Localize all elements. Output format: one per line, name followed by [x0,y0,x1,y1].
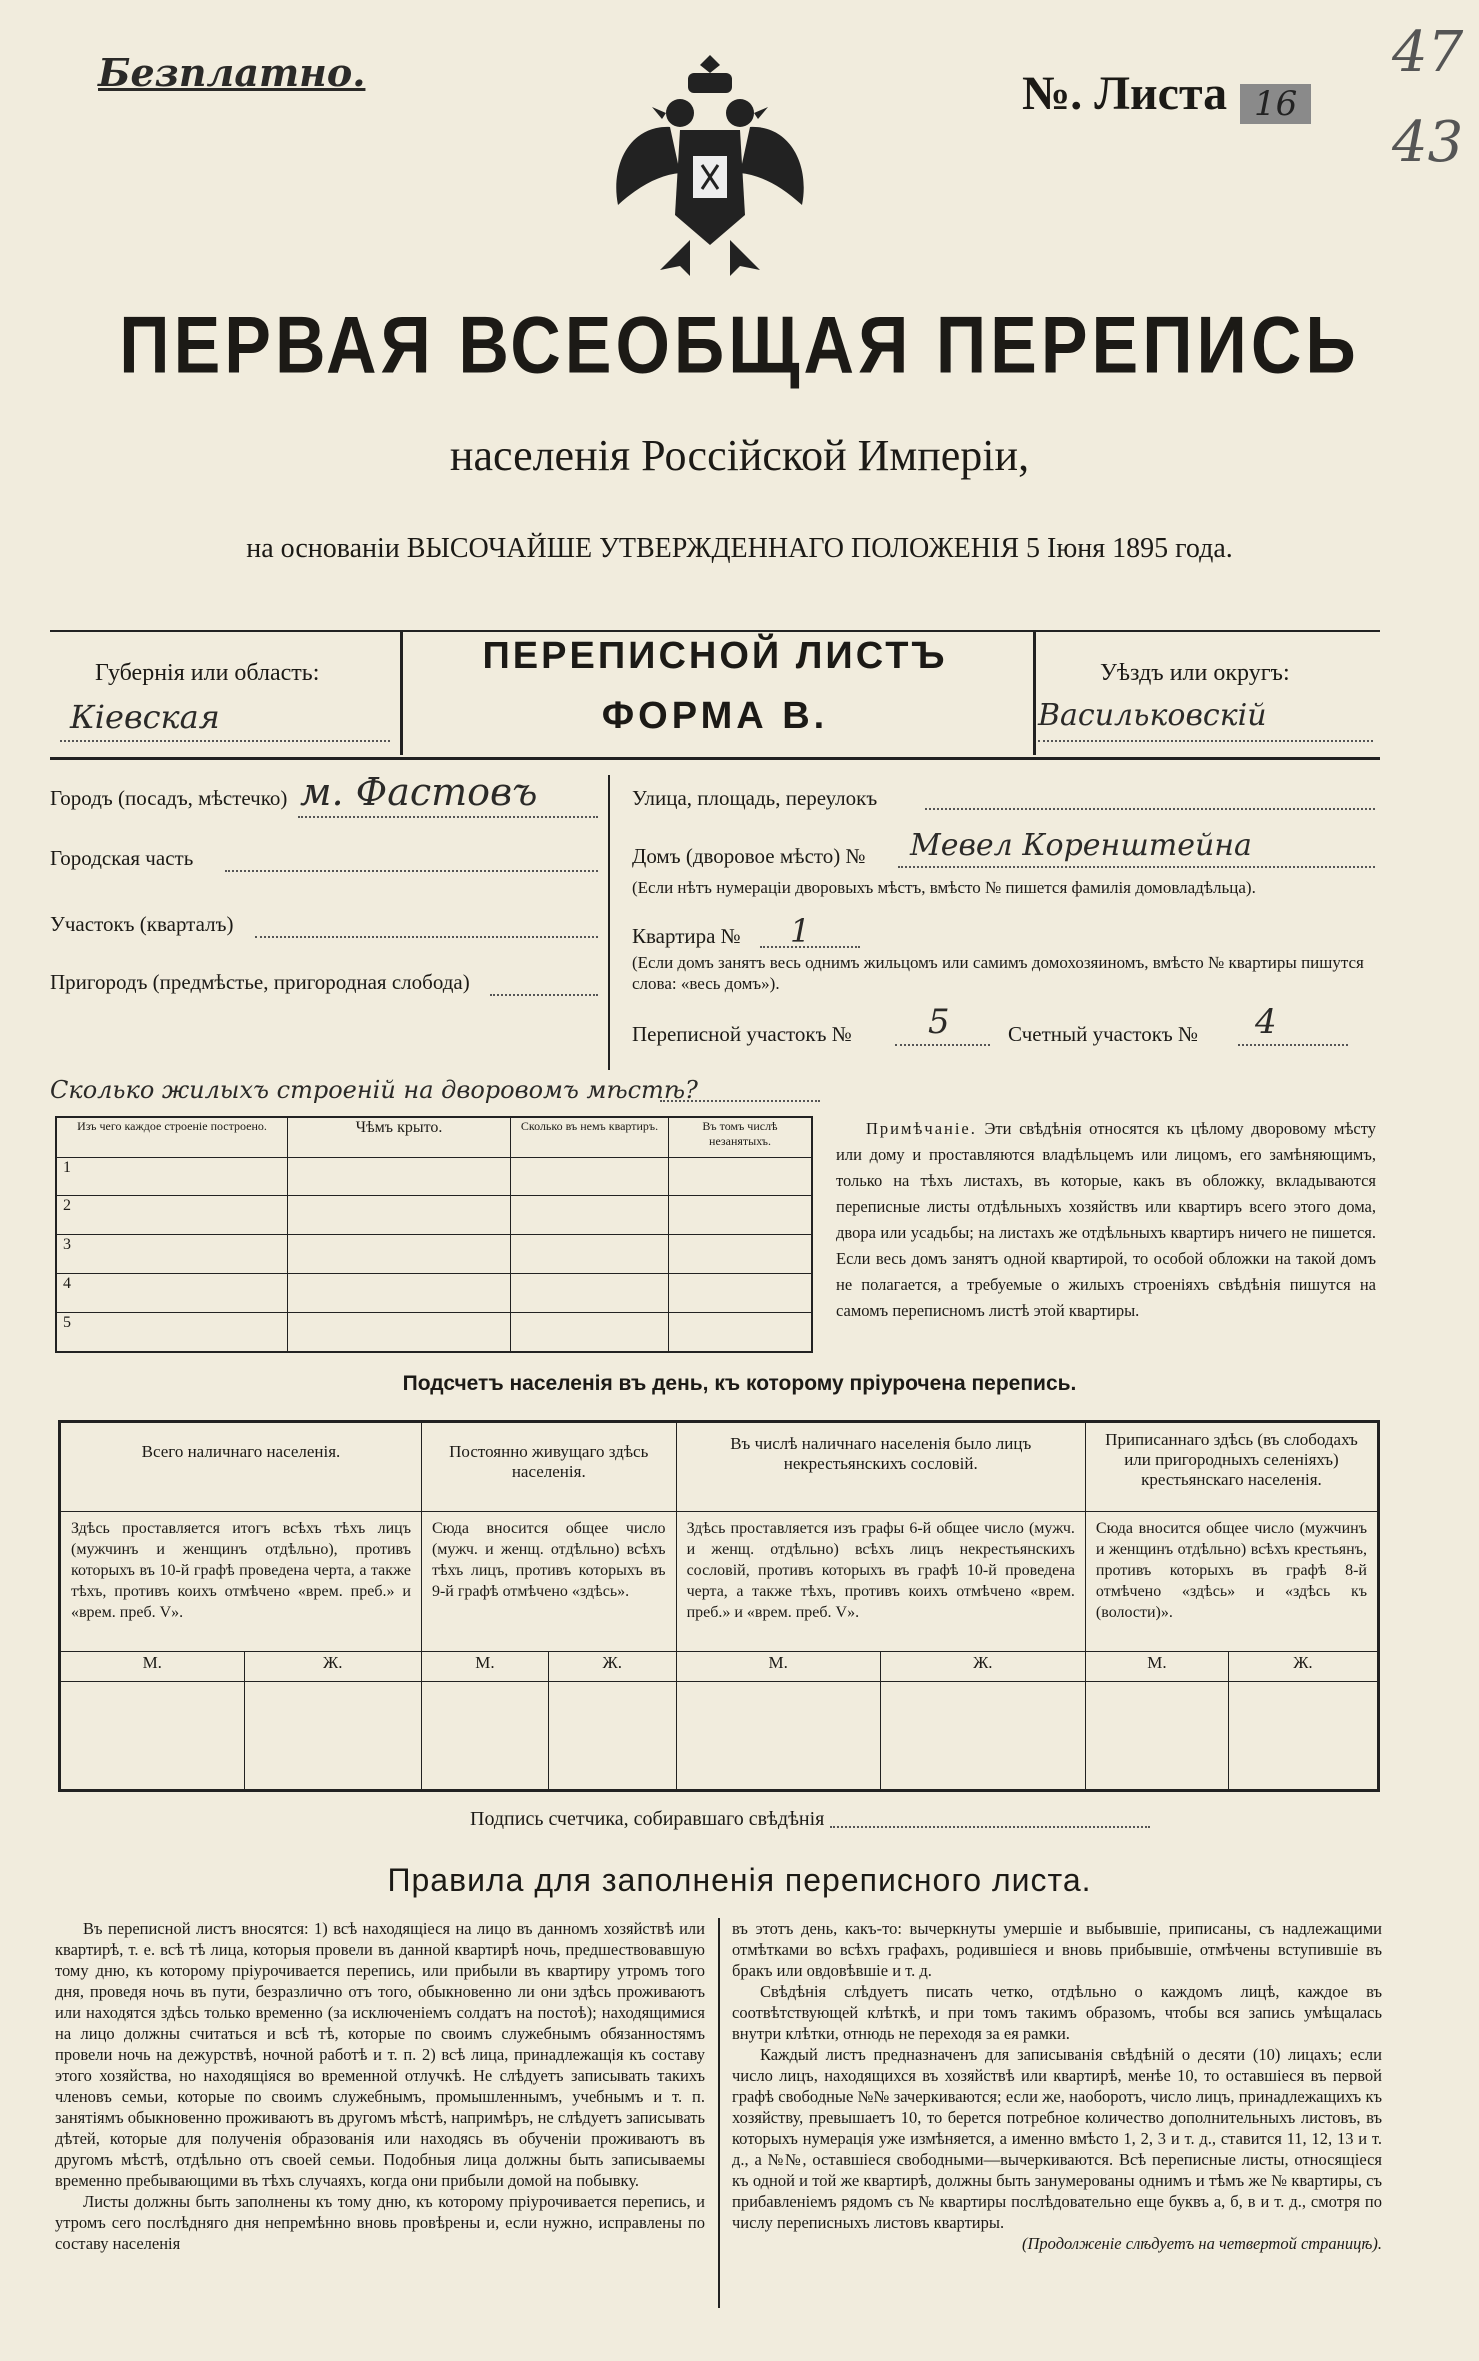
pop-female-label: Ж. [548,1652,676,1682]
buildings-header-vacant: Въ томъ числѣ незанятыхъ. [669,1117,813,1157]
prigorod-label: Пригородъ (предмѣстье, пригородная слобода) [50,970,470,994]
gubernia-label: Губернія или область: [95,660,320,686]
census-district-value: 5 [928,1002,950,1042]
archive-number-2: 43 [1392,110,1464,175]
form-title: ПЕРЕПИСНОЙ ЛИСТЪ [482,635,948,677]
main-title: ПЕРВАЯ ВСЕОБЩАЯ ПЕРЕПИСЬ [119,300,1360,390]
rules-left-column [55,1918,705,2254]
note-block [836,1116,1376,1324]
rules-paragraph: Въ переписной листъ вносятся: 1) всѣ находящіеся на лицо въ данномъ хозяйствѣ или квартирѣ, т. е. всѣ тѣ лица, которыя провели въ данной квартирѣ ночь, предшествовавшую тому дню, къ которому пріурочивается перепись, или прибыли въ квартиру утромъ того дня, проведя ночь въ пути, безразлично отъ того, обыкновенно ли они здѣсь проживаютъ или находятся здѣсь только временно (за исключеніемъ солдатъ на постоѣ); находящимися на лицо должны считаться и всѣ тѣ, которые по своимъ служебнымъ обязанностямъ провели ночь на дежурствѣ, ночной работѣ и т. п. 2) всѣ лица, принадлежащія къ составу этого хозяйства, но находящіяся во временной отлучкѣ. Не слѣдуетъ записывать такихъ членовъ семьи, которые по своимъ служебнымъ, промышленнымъ, учебнымъ и т. п. занятіямъ обыкновенно проживаютъ въ другомъ мѣстѣ, напримѣръ, не слѣдуетъ записывать дѣтей, которые для полученія образованія или находясь въ обученіи проживаютъ въ другомъ мѣстѣ, отдѣльно отъ своей семьи. Подобныя лица должны быть записываемы временно пребывающими въ тѣхъ случаяхъ, когда они прибыли домой на побывку. [55,1919,705,2190]
uezd-label: Уѣздъ или округъ: [1100,660,1290,686]
street-line [925,808,1375,810]
pop-head-peasant: Приписаннаго здѣсь (въ слободахъ или пригородныхъ селеніяхъ) крестьянскаго населенія. [1085,1422,1378,1512]
form-subtitle: ФОРМА В. [601,695,829,737]
city-part-label: Городская часть [50,846,194,870]
uchastok-label: Участокъ (кварталъ) [50,912,234,936]
basis-line: на основаніи ВЫСОЧАЙШЕ УТВЕРЖДЕННАГО ПОЛОЖЕНІЯ 5 Іюня 1895 года. [246,533,1233,564]
rules-right-column [732,1918,1382,2254]
pop-text-total: Здѣсь проставляется итогъ всѣхъ тѣхъ лицъ (мужчинъ и женщинъ отдѣльно), противъ которыхъ въ 10-й графѣ проведена черта, а также тѣхъ, противъ коихъ отмѣчено «врем. преб.» и «врем. преб. V». [60,1512,422,1652]
buildings-row-num: 3 [56,1235,288,1274]
sheet-number-value: 16 [1240,84,1311,124]
uezd-line [1038,740,1373,742]
pop-head-total: Всего наличнаго населенія. [60,1422,422,1512]
gubernia-line [60,740,390,742]
signature-label: Подпись счетчика, собиравшаго свѣдѣнія [470,1808,825,1830]
pop-female-label: Ж. [244,1652,421,1682]
census-district-label: Переписной участокъ № [632,1022,852,1046]
subtitle: населенія Россійской Имперіи, [449,431,1030,480]
buildings-row-num: 5 [56,1312,288,1352]
prigorod-line [490,994,598,996]
pop-male-label: М. [676,1652,880,1682]
free-label: Безплатно. [98,50,366,95]
house-line [898,866,1375,868]
sheet-number-label: №. Листа [1022,67,1228,120]
flat-note: (Если домъ занятъ весь однимъ жильцомъ или самимъ домохозяиномъ, вмѣсто № квартиры пишутся слова: «весь домъ»). [632,953,1364,993]
count-district-line [1238,1044,1348,1046]
rules-paragraph: Каждый листъ предназначенъ для записыванія свѣдѣній о десяти (10) лицахъ; если число лицъ, находящихся въ хозяйствѣ или квартирѣ, менѣе 10, то оставшіеся въ первой графѣ свободные №№ зачеркиваются; если же, наоборотъ, число лицъ, принадлежащихъ къ хозяйству, превышаетъ 10, то берется потребное количество дополнительныхъ листовъ, въ которыхъ нумерація уже измѣняется, а именно вмѣсто 1, 2, 3 и т. д., ставится 11, 12, 13 и т. д., а №№, оставшіеся свободными—вычеркиваются. Всѣ переписные листы, относящіеся къ одной и той же квартирѣ, должны быть занумерованы однимъ и тѣмъ же № квартиры, съ прибавленіемъ рядомъ съ № квартиры послѣдовательно еще буквъ а, б, в и т. д., смотря по числу переписныхъ листовъ квартиры. [732,2045,1382,2232]
city-value: м. Фастовъ [300,770,538,814]
pop-text-permanent: Сюда вносится общее число (мужч. и женщ. отдѣльно) всѣхъ тѣхъ лицъ, противъ которыхъ въ 9-й графѣ отмѣчено «здѣсь». [421,1512,676,1652]
city-part-line [225,870,598,872]
census-district-line [895,1044,990,1046]
rules-paragraph: Свѣдѣнія слѣдуетъ писать четко, отдѣльно о каждомъ лицѣ, каждое въ соотвѣтствующей клѣткѣ, и при томъ такимъ образомъ, чтобы вся запись умѣщалась внутри клѣтки, отнюдь не переходя за ея рамки. [732,1982,1382,2043]
pop-text-nonpeasant: Здѣсь проставляется изъ графы 6-й общее число (мужч. и женщ. отдѣльно) всѣхъ лицъ некрестьянскихъ сословій, противъ которыхъ въ графѣ 10-й проведена черта, а также тѣхъ, противъ коихъ отмѣчено «врем. преб.» и «врем. преб. V». [676,1512,1085,1652]
buildings-question: Сколько жилыхъ строеній на дворовомъ мѣстѣ? [50,1076,698,1104]
pop-female-label: Ж. [1228,1652,1378,1682]
rules-paragraph: Листы должны быть заполнены къ тому дню, къ которому пріурочивается перепись, и утромъ сего послѣдняго дня непремѣнно вновь провѣрены и, если нужно, исправлены по составу населенія [55,2192,705,2253]
note-text: Эти свѣдѣнія относятся къ цѣлому дворовому мѣсту или дому и проставляются владѣльцемъ или лицомъ, его замѣняющимъ, только на тѣхъ листахъ, въ которые, какъ въ обложку, вкладываются переписные листы отдѣльныхъ хозяйствъ или квартиръ всего этого дома, двора или усадьбы; на листахъ же отдѣльныхъ квартиръ ничего не пишется. Если весь домъ занятъ одной квартирой, то особой обложки на такой домъ не полагается, а требуемые о жилыхъ строеніяхъ свѣдѣнія пишутся на самомъ переписномъ листѣ этой квартиры. [836,1119,1376,1320]
rules-continued: (Продолженіе слѣдуетъ на четвертой страницѣ). [1022,2234,1382,2253]
house-note: (Если нѣтъ нумераціи дворовыхъ мѣстъ, вмѣсто № пишется фамилія домовладѣльца). [632,878,1256,897]
count-district-label: Счетный участокъ № [1008,1022,1199,1046]
house-label: Домъ (дворовое мѣсто) № [632,844,866,868]
buildings-header-material: Изъ чего каждое строеніе построено. [56,1117,288,1157]
buildings-table [55,1116,813,1353]
flat-label: Квартира № [632,924,741,948]
buildings-row-num: 2 [56,1196,288,1235]
archive-number: 47 [1392,20,1464,85]
city-line [298,816,598,818]
address-divider [608,775,610,1070]
rules-title: Правила для заполненія переписного листа. [387,1862,1092,1898]
pop-male-label: М. [421,1652,548,1682]
count-district-value: 4 [1255,1002,1277,1042]
house-value: Мевел Коренштейна [910,828,1252,863]
buildings-header-roof: Чѣмъ крыто. [288,1117,511,1157]
double-headed-eagle-icon [610,55,810,285]
flat-line [760,946,860,948]
pop-female-label: Ж. [880,1652,1085,1682]
population-title: Подсчетъ населенія въ день, къ которому пріурочена перепись. [402,1372,1077,1395]
rules-divider [718,1918,720,2308]
pop-male-label: М. [60,1652,245,1682]
pop-male-label: М. [1085,1652,1228,1682]
note-label: Примѣчаніе. [866,1119,977,1138]
pop-head-permanent: Постоянно живущаго здѣсь населенія. [421,1422,676,1512]
pop-text-peasant: Сюда вносится общее число (мужчинъ и женщинъ отдѣльно) всѣхъ крестьянъ, противъ которыхъ въ графѣ 8-й отмѣчено «здѣсь» и «здѣсь къ (волости)». [1085,1512,1378,1652]
uezd-value: Васильковскій [1038,698,1267,733]
gubernia-value: Кіевская [70,698,220,736]
pop-head-nonpeasant: Въ числѣ наличнаго населенія было лицъ некрестьянскихъ сословій. [676,1422,1085,1512]
buildings-question-line [660,1100,820,1102]
signature-line [830,1826,1150,1828]
buildings-row-num: 1 [56,1157,288,1196]
rules-paragraph: въ этотъ день, какъ-то: вычеркнуты умершіе и выбывшіе, приписаны, съ надлежащими отмѣтками во всѣхъ графахъ, родившіеся и вновь прибывшіе, отмѣчены вступившіе въ бракъ или овдовѣвшіе и т. д. [732,1919,1382,1980]
street-label: Улица, площадь, переулокъ [632,786,878,810]
city-label: Городъ (посадъ, мѣстечко) [50,786,288,810]
buildings-header-flats: Сколько въ немъ квартиръ. [511,1117,669,1157]
buildings-row-num: 4 [56,1273,288,1312]
flat-value: 1 [790,912,811,950]
uchastok-line [255,936,598,938]
population-table [58,1420,1380,1792]
